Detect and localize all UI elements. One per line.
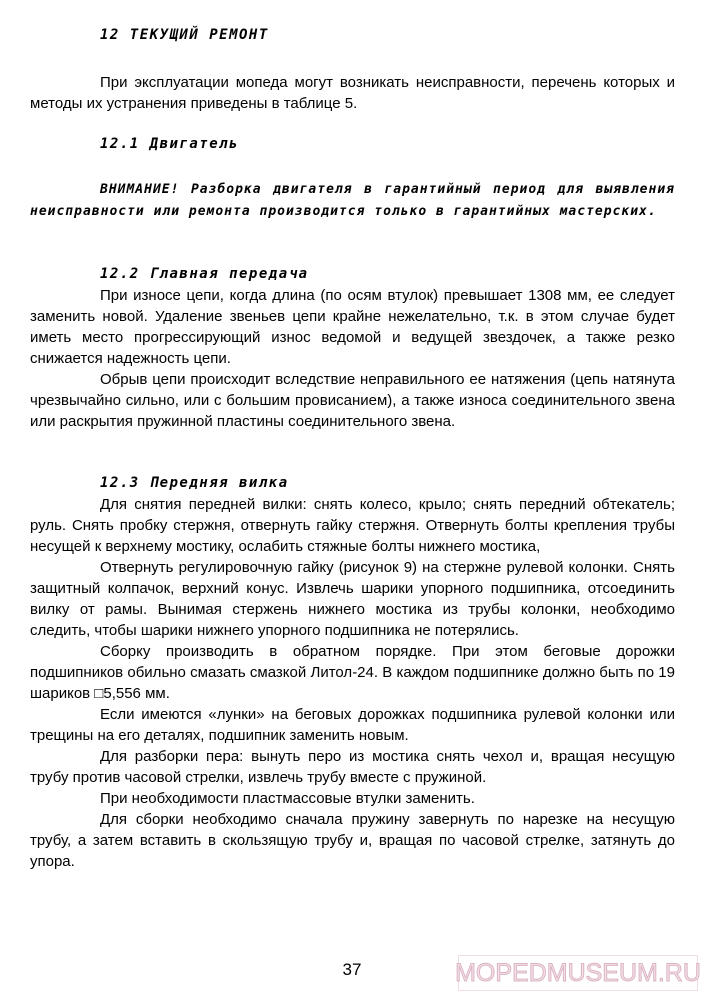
- paragraph: Для разборки пера: вынуть перо из мостика снять чехол и, вращая несущую трубу против часовой стрелки, извлечь трубу вместе с пружиной.: [30, 748, 675, 786]
- section-12-2-body: [30, 285, 675, 432]
- warning-text: ВНИМАНИЕ! Разборка двигателя в гарантийный период для выявления неисправности или ремонта производится только в гарантийных мастерских.: [30, 182, 675, 219]
- section-12-intro: При эксплуатации мопеда могут возникать неисправности, перечень которых и методы их устранения приведены в таблице 5.: [30, 74, 675, 112]
- section-12-3-body: [30, 494, 675, 872]
- section-12-heading: 12 ТЕКУЩИЙ РЕМОНТ: [100, 27, 269, 43]
- section-12-3-heading: 12.3 Передняя вилка: [100, 475, 289, 491]
- section-12-2-heading: 12.2 Главная передача: [100, 266, 309, 282]
- paragraph: Для сборки необходимо сначала пружину завернуть по нарезке на несущую трубу, а затем вставить в скользящую трубу и, вращая по часовой стрелке, затянуть до упора.: [30, 811, 675, 870]
- paragraph: Для снятия передней вилки: снять колесо, крыло; снять передний обтекатель; руль. Снять пробку стержня, отвернуть гайку стержня. Отвернуть болты крепления трубы несущей к верхнему мостику, ослабить стяжные болты нижнего мостика,: [30, 496, 675, 555]
- paragraph: Обрыв цепи происходит вследствие неправильного ее натяжения (цепь натянута чрезвычайно сильно, или с большим провисанием), а также износа соединительного звена или раскрытия пружинной пластины соединительного звена.: [30, 371, 675, 430]
- section-12-1-heading: 12.1 Двигатель: [100, 136, 240, 152]
- paragraph: Отвернуть регулировочную гайку (рисунок 9) на стержне рулевой колонки. Снять защитный колпачок, верхний конус. Извлечь шарики упорного подшипника, отсоединить вилку от рамы. Вынимая стержень нижнего мостика из трубы колонки, необходимо следить, чтобы шарики нижнего упорного подшипника не потерялись.: [30, 559, 675, 639]
- paragraph: При необходимости пластмассовые втулки заменить.: [100, 790, 475, 807]
- paragraph: Если имеются «лунки» на беговых дорожках подшипника рулевой колонки или трещины на его деталях, подшипник заменить новым.: [30, 706, 675, 744]
- paragraph: Сборку производить в обратном порядке. При этом беговые дорожки подшипников обильно смазать смазкой Литол-24. В каждом подшипнике должно быть по 19 шариков □5,556 мм.: [30, 643, 675, 702]
- page-number: 37: [342, 960, 362, 979]
- watermark-logo: MOPEDMUSEUM.RU: [458, 955, 698, 991]
- section-12-1-warning-block: [30, 179, 675, 223]
- paragraph: При износе цепи, когда длина (по осям втулок) превышает 1308 мм, ее следует заменить новой. Удаление звеньев цепи крайне нежелательно, т.к. в этом случае будет иметь место прогрессирующий износ ведомой и ведущей звездочек, а также резко снижается надежность цепи.: [30, 287, 675, 367]
- section-12-intro-block: [30, 72, 675, 114]
